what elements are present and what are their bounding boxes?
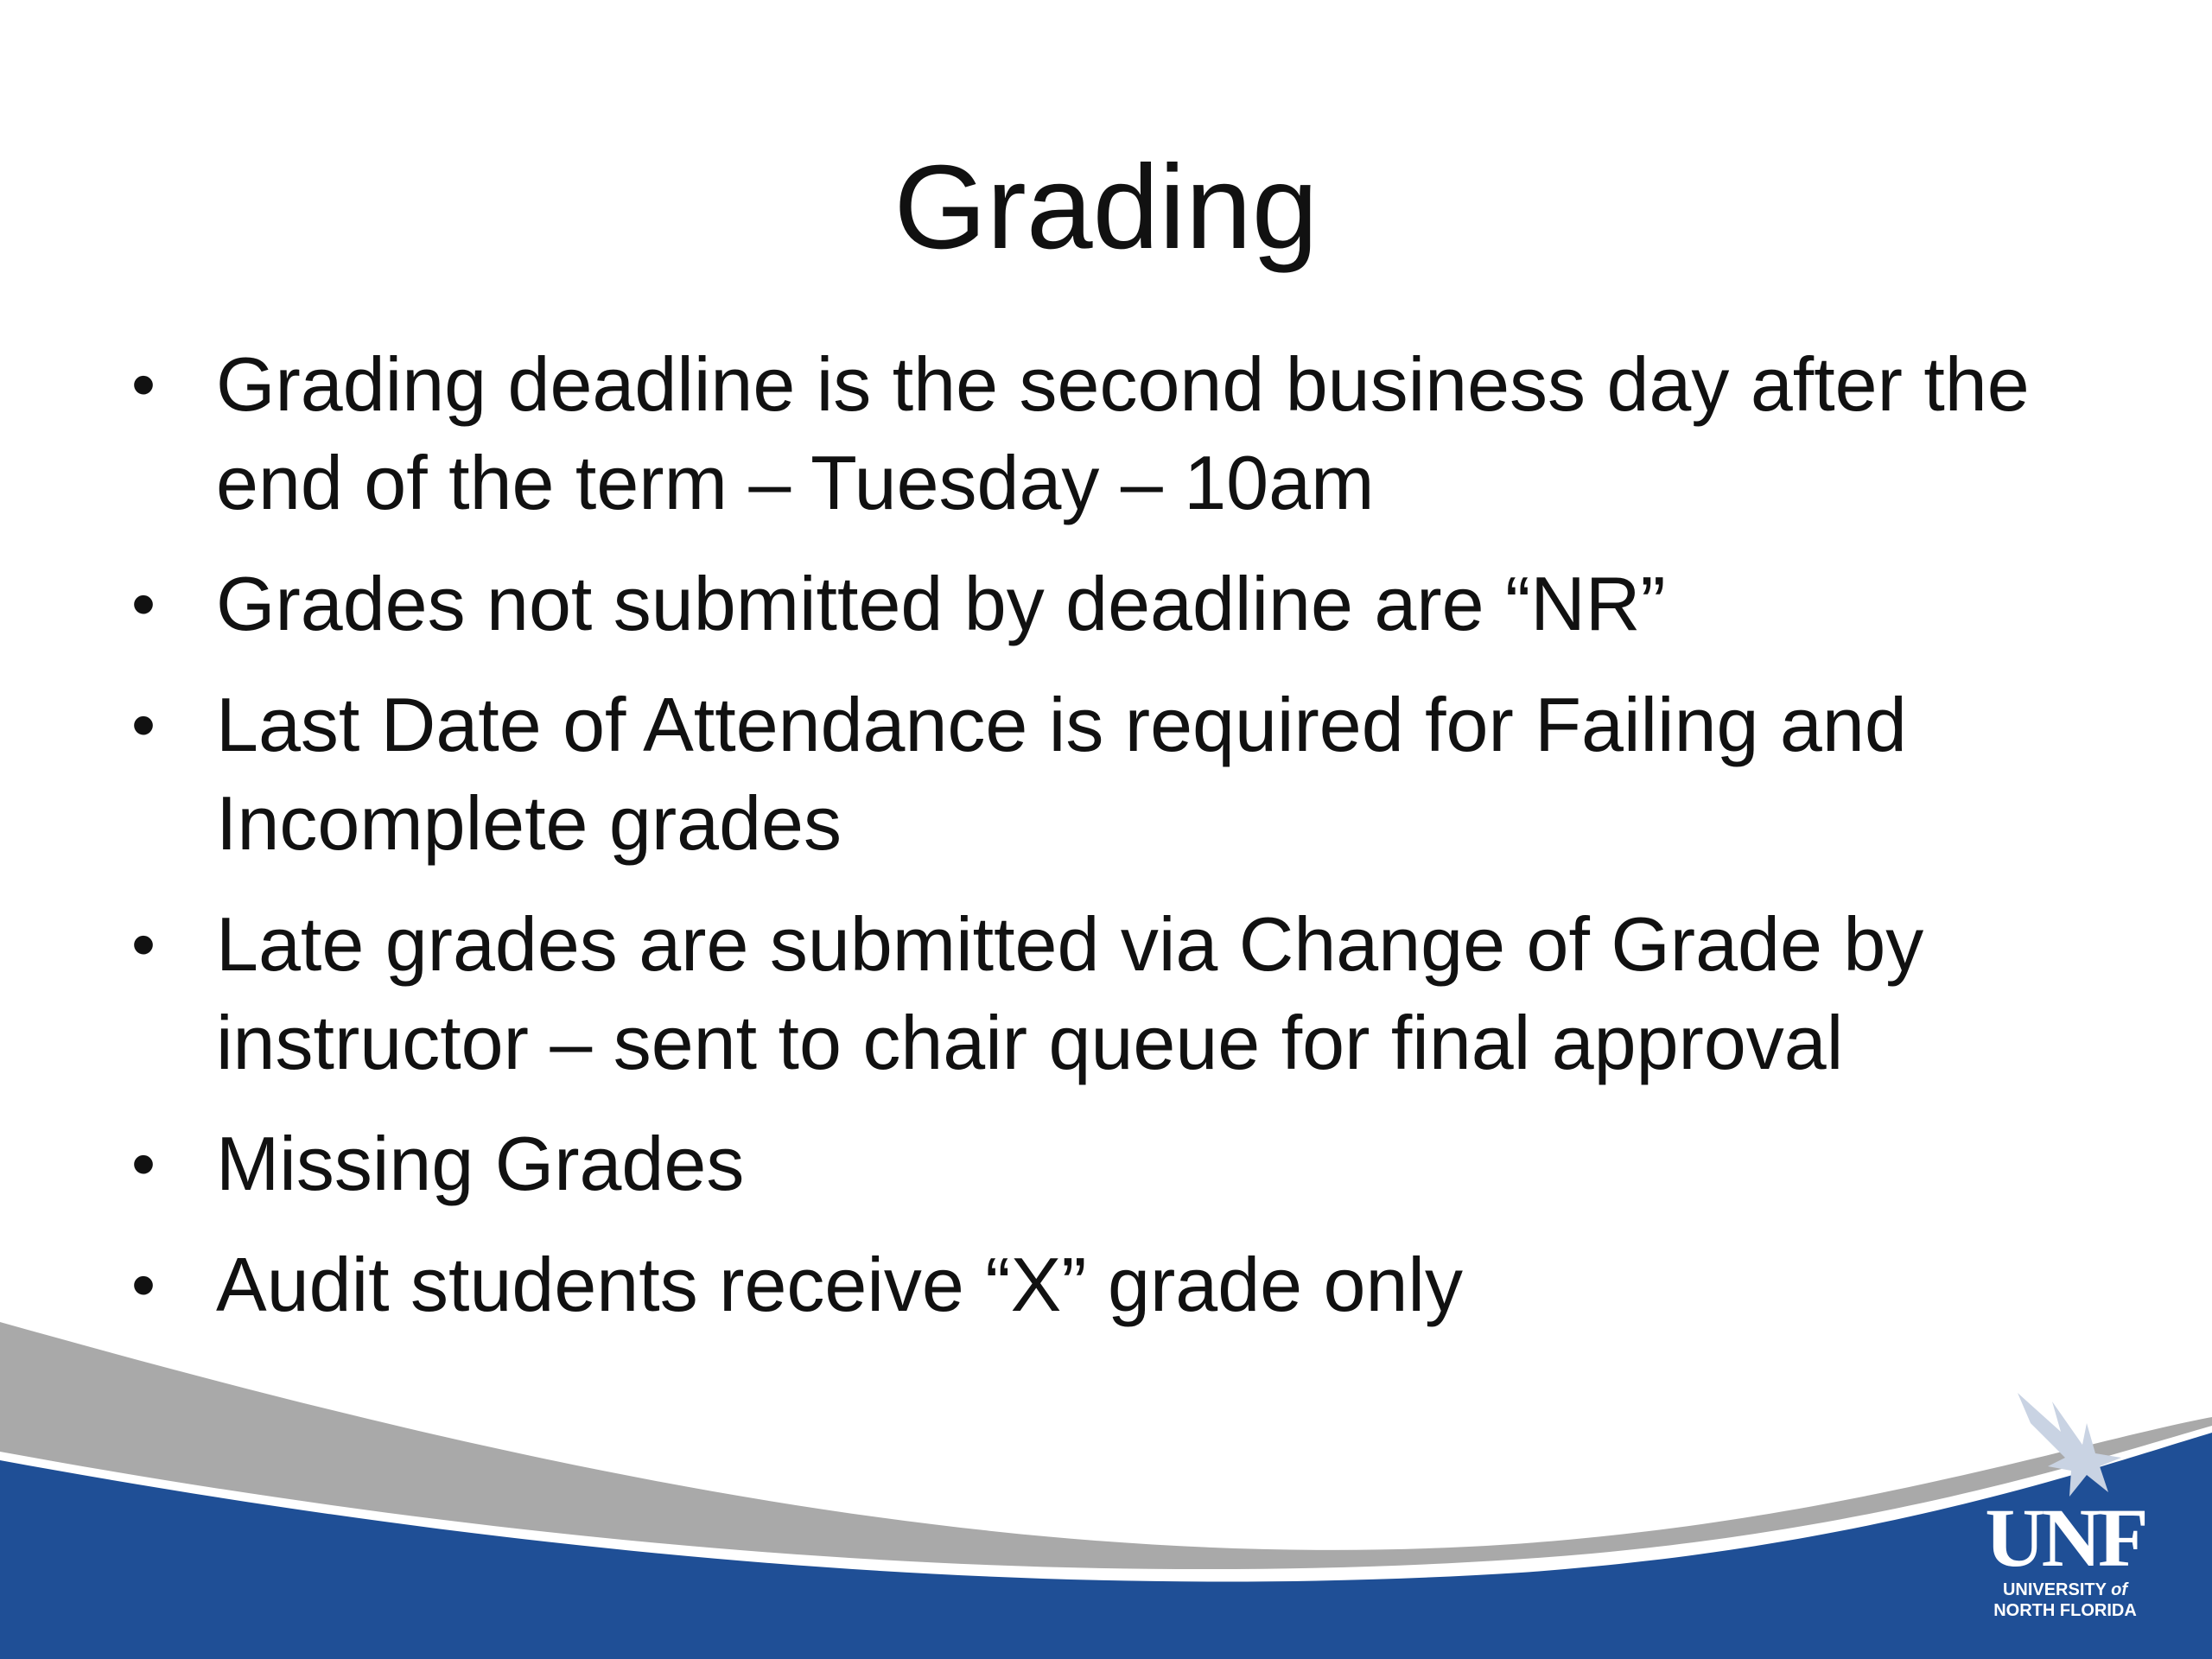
unf-logo [1970, 1384, 2160, 1643]
bullet-text: Missing Grades [216, 1121, 745, 1206]
logo-subtitle-1: UNIVERSITY of [2002, 1580, 2128, 1599]
bullet-dot-icon: • [131, 686, 156, 763]
bullet-text: Grading deadline is the second business day after the end of the term – Tuesday – 10am [216, 341, 2030, 525]
bullet-list [128, 335, 2107, 1357]
bullet-text: Late grades are submitted via Change of Grade by instructor – sent to chair queue for final approval [216, 901, 1924, 1085]
bullet-item [128, 676, 2107, 873]
osprey-icon [2000, 1384, 2130, 1505]
logo-wordmark: UNF [1985, 1491, 2145, 1584]
bullet-item [128, 1115, 2107, 1213]
bullet-item [128, 555, 2107, 653]
slide-title: Grading [893, 141, 1319, 274]
logo-subtitle-2: NORTH FLORIDA [1993, 1601, 2137, 1620]
bullet-dot-icon: • [131, 906, 156, 982]
bullet-dot-icon: • [131, 1125, 156, 1202]
bullet-dot-icon: • [131, 1246, 156, 1323]
bullet-text: Grades not submitted by deadline are “NR” [216, 561, 1666, 646]
bullet-text: Last Date of Attendance is required for Failing and Incomplete grades [216, 682, 1907, 866]
bullet-dot-icon: • [131, 565, 156, 642]
bullet-text: Audit students receive “X” grade only [216, 1242, 1463, 1327]
bullet-item [128, 335, 2107, 532]
bullet-item [128, 895, 2107, 1092]
footer-wave [0, 1287, 2212, 1659]
bullet-dot-icon: • [131, 346, 156, 423]
